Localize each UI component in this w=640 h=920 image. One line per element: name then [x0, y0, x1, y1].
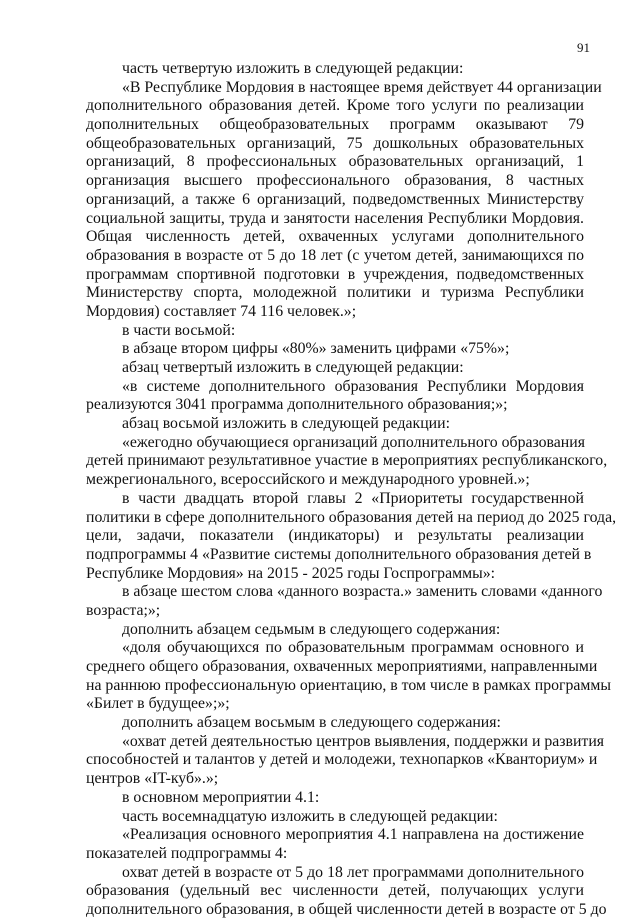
text-line: дополнительного образования детей. Кроме того услуги по реализации [86, 97, 584, 115]
text-line: Общая численность детей, охваченных услугами дополнительного [86, 228, 584, 246]
text-line: «охват детей деятельностью центров выявления, поддержки и развития [122, 732, 605, 750]
text-line: образования в возрасте от 5 до 18 лет (с учетом детей, занимающихся по [86, 246, 584, 264]
document-body [86, 60, 617, 920]
text-line: дополнительных общеобразовательных программ оказывают 79 [86, 116, 584, 134]
text-line: межрегионального, всероссийского и международного уровней.»; [86, 471, 530, 489]
text-line: на раннюю профессиональную ориентацию, в том числе в рамках программы [86, 676, 612, 694]
text-line: возраста;»; [86, 601, 161, 619]
text-line: дополнить абзацем восьмым в следующего содержания: [122, 714, 501, 732]
text-line: организаций, 8 профессиональных образовательных организаций, 1 [86, 153, 584, 171]
text-line: цели, задачи, показатели (индикаторы) и результаты реализации [86, 527, 584, 545]
text-line: абзац восьмой изложить в следующей редакции: [122, 415, 450, 433]
text-line: организация высшего профессионального образования, 8 частных [86, 172, 584, 190]
text-line: часть восемнадцатую изложить в следующей редакции: [122, 807, 498, 825]
text-line: социальной защиты, труда и занятости населения Республики Мордовия. [86, 209, 584, 227]
text-line: «В Республике Мордовия в настоящее время действует 44 организации [122, 78, 602, 96]
text-line: часть четвертую изложить в следующей редакции: [122, 60, 464, 77]
text-line: «доля обучающихся по образовательным программам основного и [122, 639, 584, 657]
text-line: в части двадцать второй главы 2 «Приоритеты государственной [122, 489, 584, 507]
text-line: в абзаце шестом слова «данного возраста.» заменить словами «данного [122, 583, 603, 601]
text-line: реализуются 3041 программа дополнительного образования;»; [86, 396, 508, 414]
text-line: показателей подпрограммы 4: [86, 844, 288, 862]
text-line: образования (удельный вес численности детей, получающих услуги [86, 882, 584, 900]
text-line: способностей и талантов у детей и молодежи, технопарков «Кванториум» и [86, 751, 598, 769]
page-number: 91 [577, 40, 590, 55]
text-line: «в системе дополнительного образования Республики Мордовия [122, 377, 584, 395]
text-line: дополнительного образования, в общей численности детей в возрасте от 5 до [86, 900, 607, 918]
text-line: общеобразовательных организаций, 75 дошкольных образовательных [86, 134, 584, 152]
text-line: детей принимают результативное участие в мероприятиях республиканского, [86, 452, 608, 470]
text-line: подпрограммы 4 «Развитие системы дополнительного образования детей в [86, 545, 592, 563]
text-line: программам спортивной подготовки в учреждения, подведомственных [86, 265, 584, 283]
text-line: дополнить абзацем седьмым в следующего содержания: [122, 620, 501, 638]
text-line: «Реализация основного мероприятия 4.1 направлена на достижение [122, 826, 584, 844]
text-line: в части восьмой: [122, 321, 236, 339]
text-line: «Билет в будущее»;»; [86, 695, 230, 713]
text-line: охват детей в возрасте от 5 до 18 лет программами дополнительного [122, 863, 584, 881]
text-line: абзац четвертый изложить в следующей редакции: [122, 359, 464, 376]
text-line: центров «IT-куб».»; [86, 770, 219, 788]
text-line: в абзаце втором цифры «80%» заменить цифрами «75%»; [122, 340, 510, 358]
text-line: в основном мероприятии 4.1: [122, 788, 320, 806]
text-line: «ежегодно обучающиеся организаций дополнительного образования [122, 433, 585, 451]
text-line: среднего общего образования, охваченных мероприятиями, направленными [86, 658, 598, 675]
text-line: политики в сфере дополнительного образования детей на период до 2025 года, [86, 508, 617, 526]
text-line: Мордовия) составляет 74 116 человек.»; [86, 302, 357, 320]
text-line: организаций, а также 6 организаций, подведомственных Министерству [86, 190, 584, 208]
text-line: Министерству спорта, молодежной политики и туризма Республики [86, 284, 584, 302]
text-line: Республике Мордовия» на 2015 - 2025 годы Госпрограммы»: [86, 564, 495, 582]
